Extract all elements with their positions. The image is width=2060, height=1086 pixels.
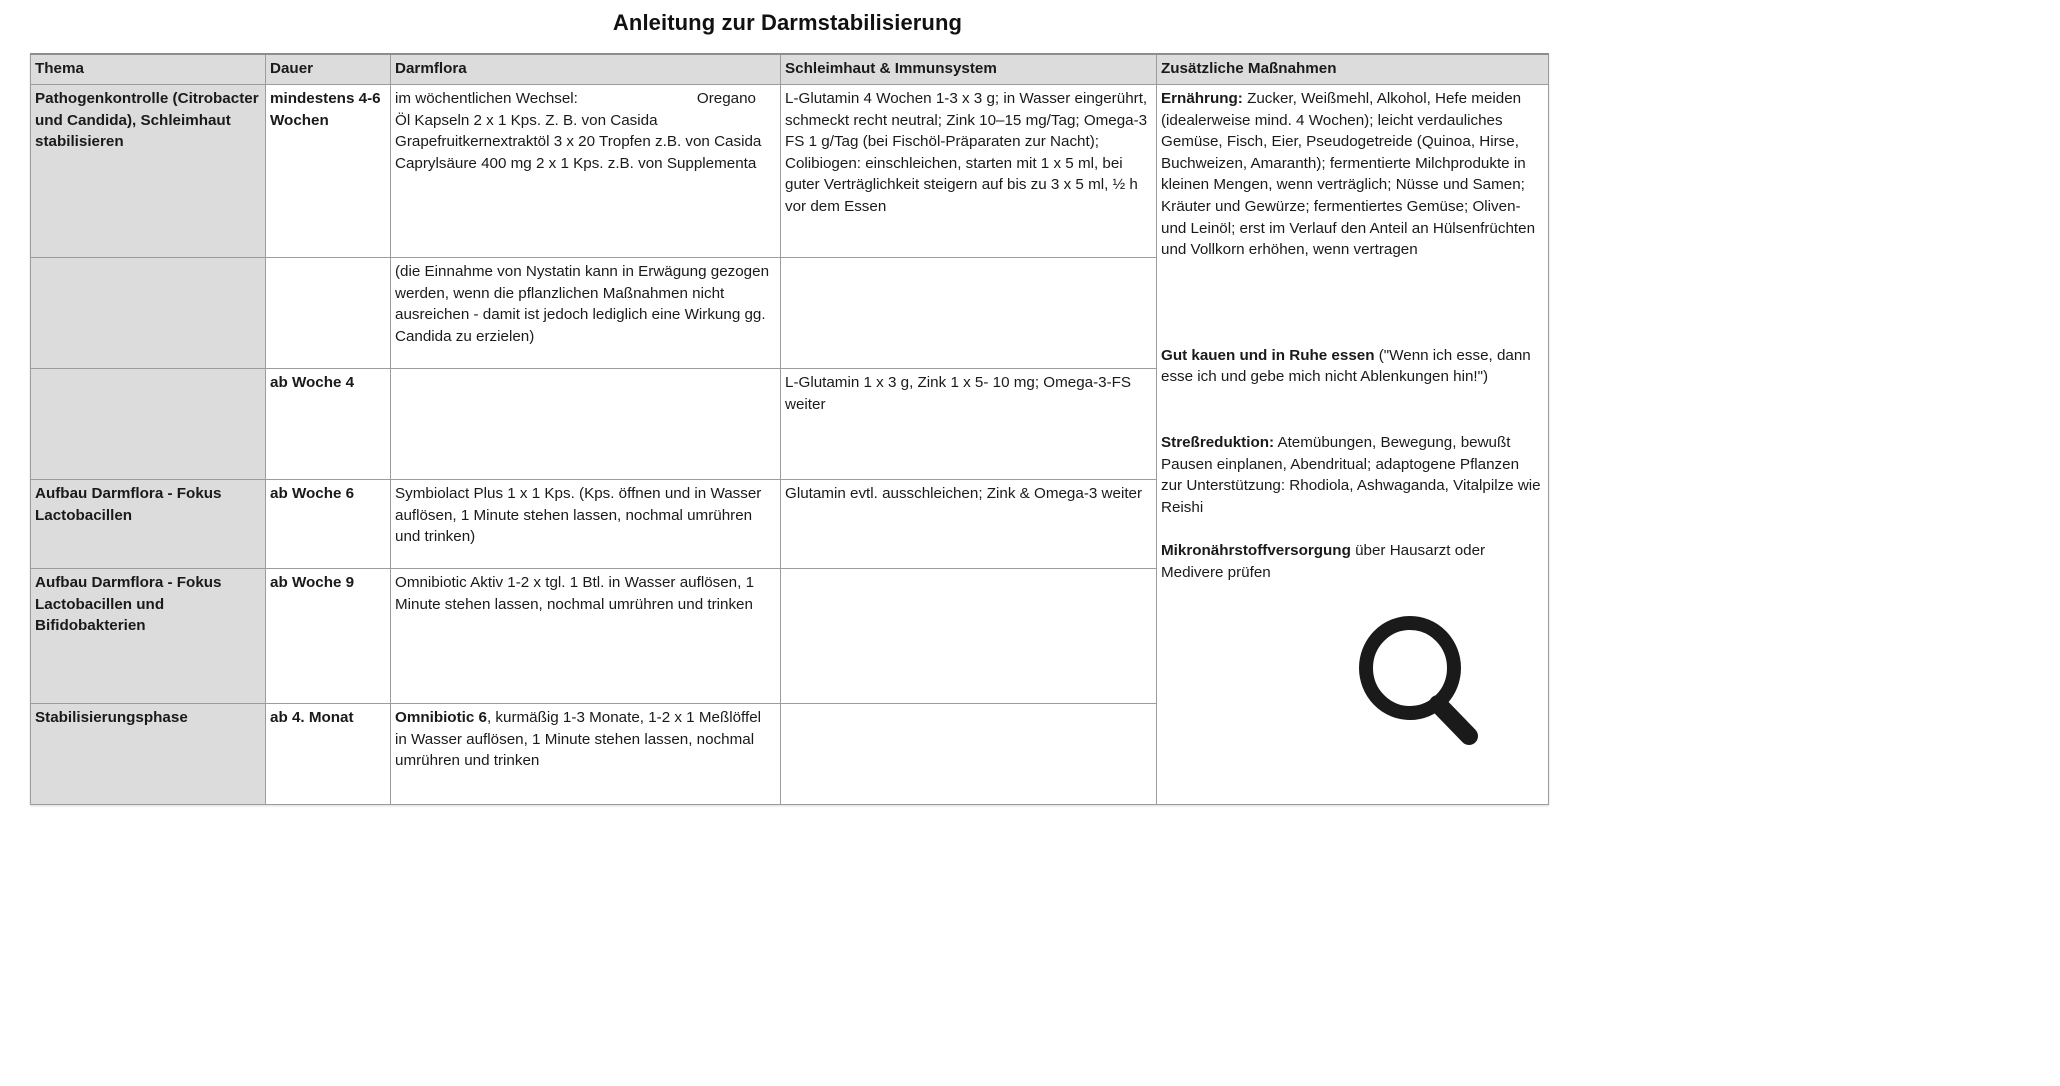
header-dauer: Dauer [266, 54, 391, 85]
topic-cell [31, 369, 266, 480]
schleimhaut-cell: L-Glutamin 4 Wochen 1-3 x 3 g; in Wasser eingerührt, schmeckt recht neutral; Zink 10–15 mg/Tag; Omega-3 FS 1 g/Tag (bei Fischöl-Präparaten zur Nacht); Colibiogen: einschleichen, starten mit 1 x 5 ml, bei guter Verträglichkeit steigern auf bis zu 3 x 5 ml, ½ h vor dem Essen [781, 85, 1157, 258]
topic-cell: Aufbau Darmflora - Fokus Lactobacillen [31, 480, 266, 569]
measure-mikronaehrstoffe: Mikronährstoffversorgung über Hausarzt oder Medivere prüfen [1161, 542, 1486, 581]
darmflora-line: Öl Kapseln 2 x 1 Kps. Z. B. von Casida [395, 111, 658, 129]
darmflora-cell: Symbiolact Plus 1 x 1 Kps. (Kps. öffnen und in Wasser auflösen, 1 Minute stehen lassen, nochmal umrühren und trinken) [391, 480, 781, 569]
header-zusaetzliche-massnahmen: Zusätzliche Maßnahmen [1157, 54, 1549, 85]
duration-cell: ab Woche 4 [266, 369, 391, 480]
topic-cell: Pathogenkontrolle (Citrobacter und Candida), Schleimhaut stabilisieren [31, 85, 266, 258]
duration-cell: ab Woche 9 [266, 569, 391, 704]
header-darmflora: Darmflora [391, 54, 781, 85]
measure-kauen: Gut kauen und in Ruhe essen ("Wenn ich esse, dann esse ich und gebe mich nicht Ablenkungen hin!") [1161, 346, 1531, 386]
schleimhaut-cell: Glutamin evtl. ausschleichen; Zink & Omega-3 weiter [781, 480, 1157, 569]
duration-cell [266, 258, 391, 369]
darmflora-line: Grapefruitkernextraktöl 3 x 20 Tropfen z.B. von Casida [395, 133, 762, 151]
table-header-row [31, 54, 1549, 85]
duration-cell: mindestens 4-6 Wochen [266, 85, 391, 258]
measure-ernaehrung: Ernährung: Zucker, Weißmehl, Alkohol, Hefe meiden (idealerweise mind. 4 Wochen); leicht verdauliches Gemüse, Fisch, Eier, Pseudogetreide (Quinoa, Hirse, Buchweizen, Amaranth); fermentierte Milchprodukte in kleinen Mengen, wenn verträglich; Nüsse und Samen; Kräuter und Gewürze; fermentiertes Gemüse; Oliven- und Leinöl; erst im Verlauf den Anteil an Hülsenfrüchten und Vollkorn erhöhen, wenn vertragen [1161, 90, 1536, 259]
topic-cell: Stabilisierungsphase [31, 704, 266, 805]
table-row [31, 85, 1549, 258]
topic-cell: Aufbau Darmflora - Fokus Lactobacillen und Bifidobakterien [31, 569, 266, 704]
header-thema: Thema [31, 54, 266, 85]
measure-stressreduktion: Streßreduktion: Atemübungen, Bewegung, bewußt Pausen einplanen, Abendritual; adaptogene Pflanzen zur Unterstützung: Rhodiola, Ashwaganda, Vitalpilze wie Reishi [1161, 433, 1541, 516]
duration-cell: ab Woche 6 [266, 480, 391, 569]
darmflora-cell [391, 369, 781, 480]
stabilization-table [30, 53, 1549, 805]
darmflora-cell [391, 85, 781, 258]
darmflora-line: im wöchentlichen Wechsel: Oregano [395, 90, 756, 107]
darmflora-line: Caprylsäure 400 mg 2 x 1 Kps. z.B. von Supplementa [395, 154, 757, 172]
duration-cell: ab 4. Monat [266, 704, 391, 805]
schleimhaut-cell [781, 704, 1157, 805]
header-schleimhaut: Schleimhaut & Immunsystem [781, 54, 1157, 85]
topic-cell [31, 258, 266, 369]
schleimhaut-cell [781, 569, 1157, 704]
schleimhaut-cell: L-Glutamin 1 x 3 g, Zink 1 x 5- 10 mg; Omega-3-FS weiter [781, 369, 1157, 480]
page-title: Anleitung zur Darmstabilisierung [612, 10, 963, 35]
darmflora-cell: Omnibiotic 6, kurmäßig 1-3 Monate, 1-2 x 1 Meßlöffel in Wasser auflösen, 1 Minute stehen lassen, nochmal umrühren und trinken [391, 704, 781, 805]
darmflora-cell: Omnibiotic Aktiv 1-2 x tgl. 1 Btl. in Wasser auflösen, 1 Minute stehen lassen, nochmal umrühren und trinken [391, 569, 781, 704]
schleimhaut-cell [781, 258, 1157, 369]
magnifier-icon[interactable] [1352, 612, 1492, 752]
darmflora-cell: (die Einnahme von Nystatin kann in Erwägung gezogen werden, wenn die pflanzlichen Maßnahmen nicht ausreichen - damit ist jedoch lediglich eine Wirkung gg. Candida zu erzielen) [391, 258, 781, 369]
